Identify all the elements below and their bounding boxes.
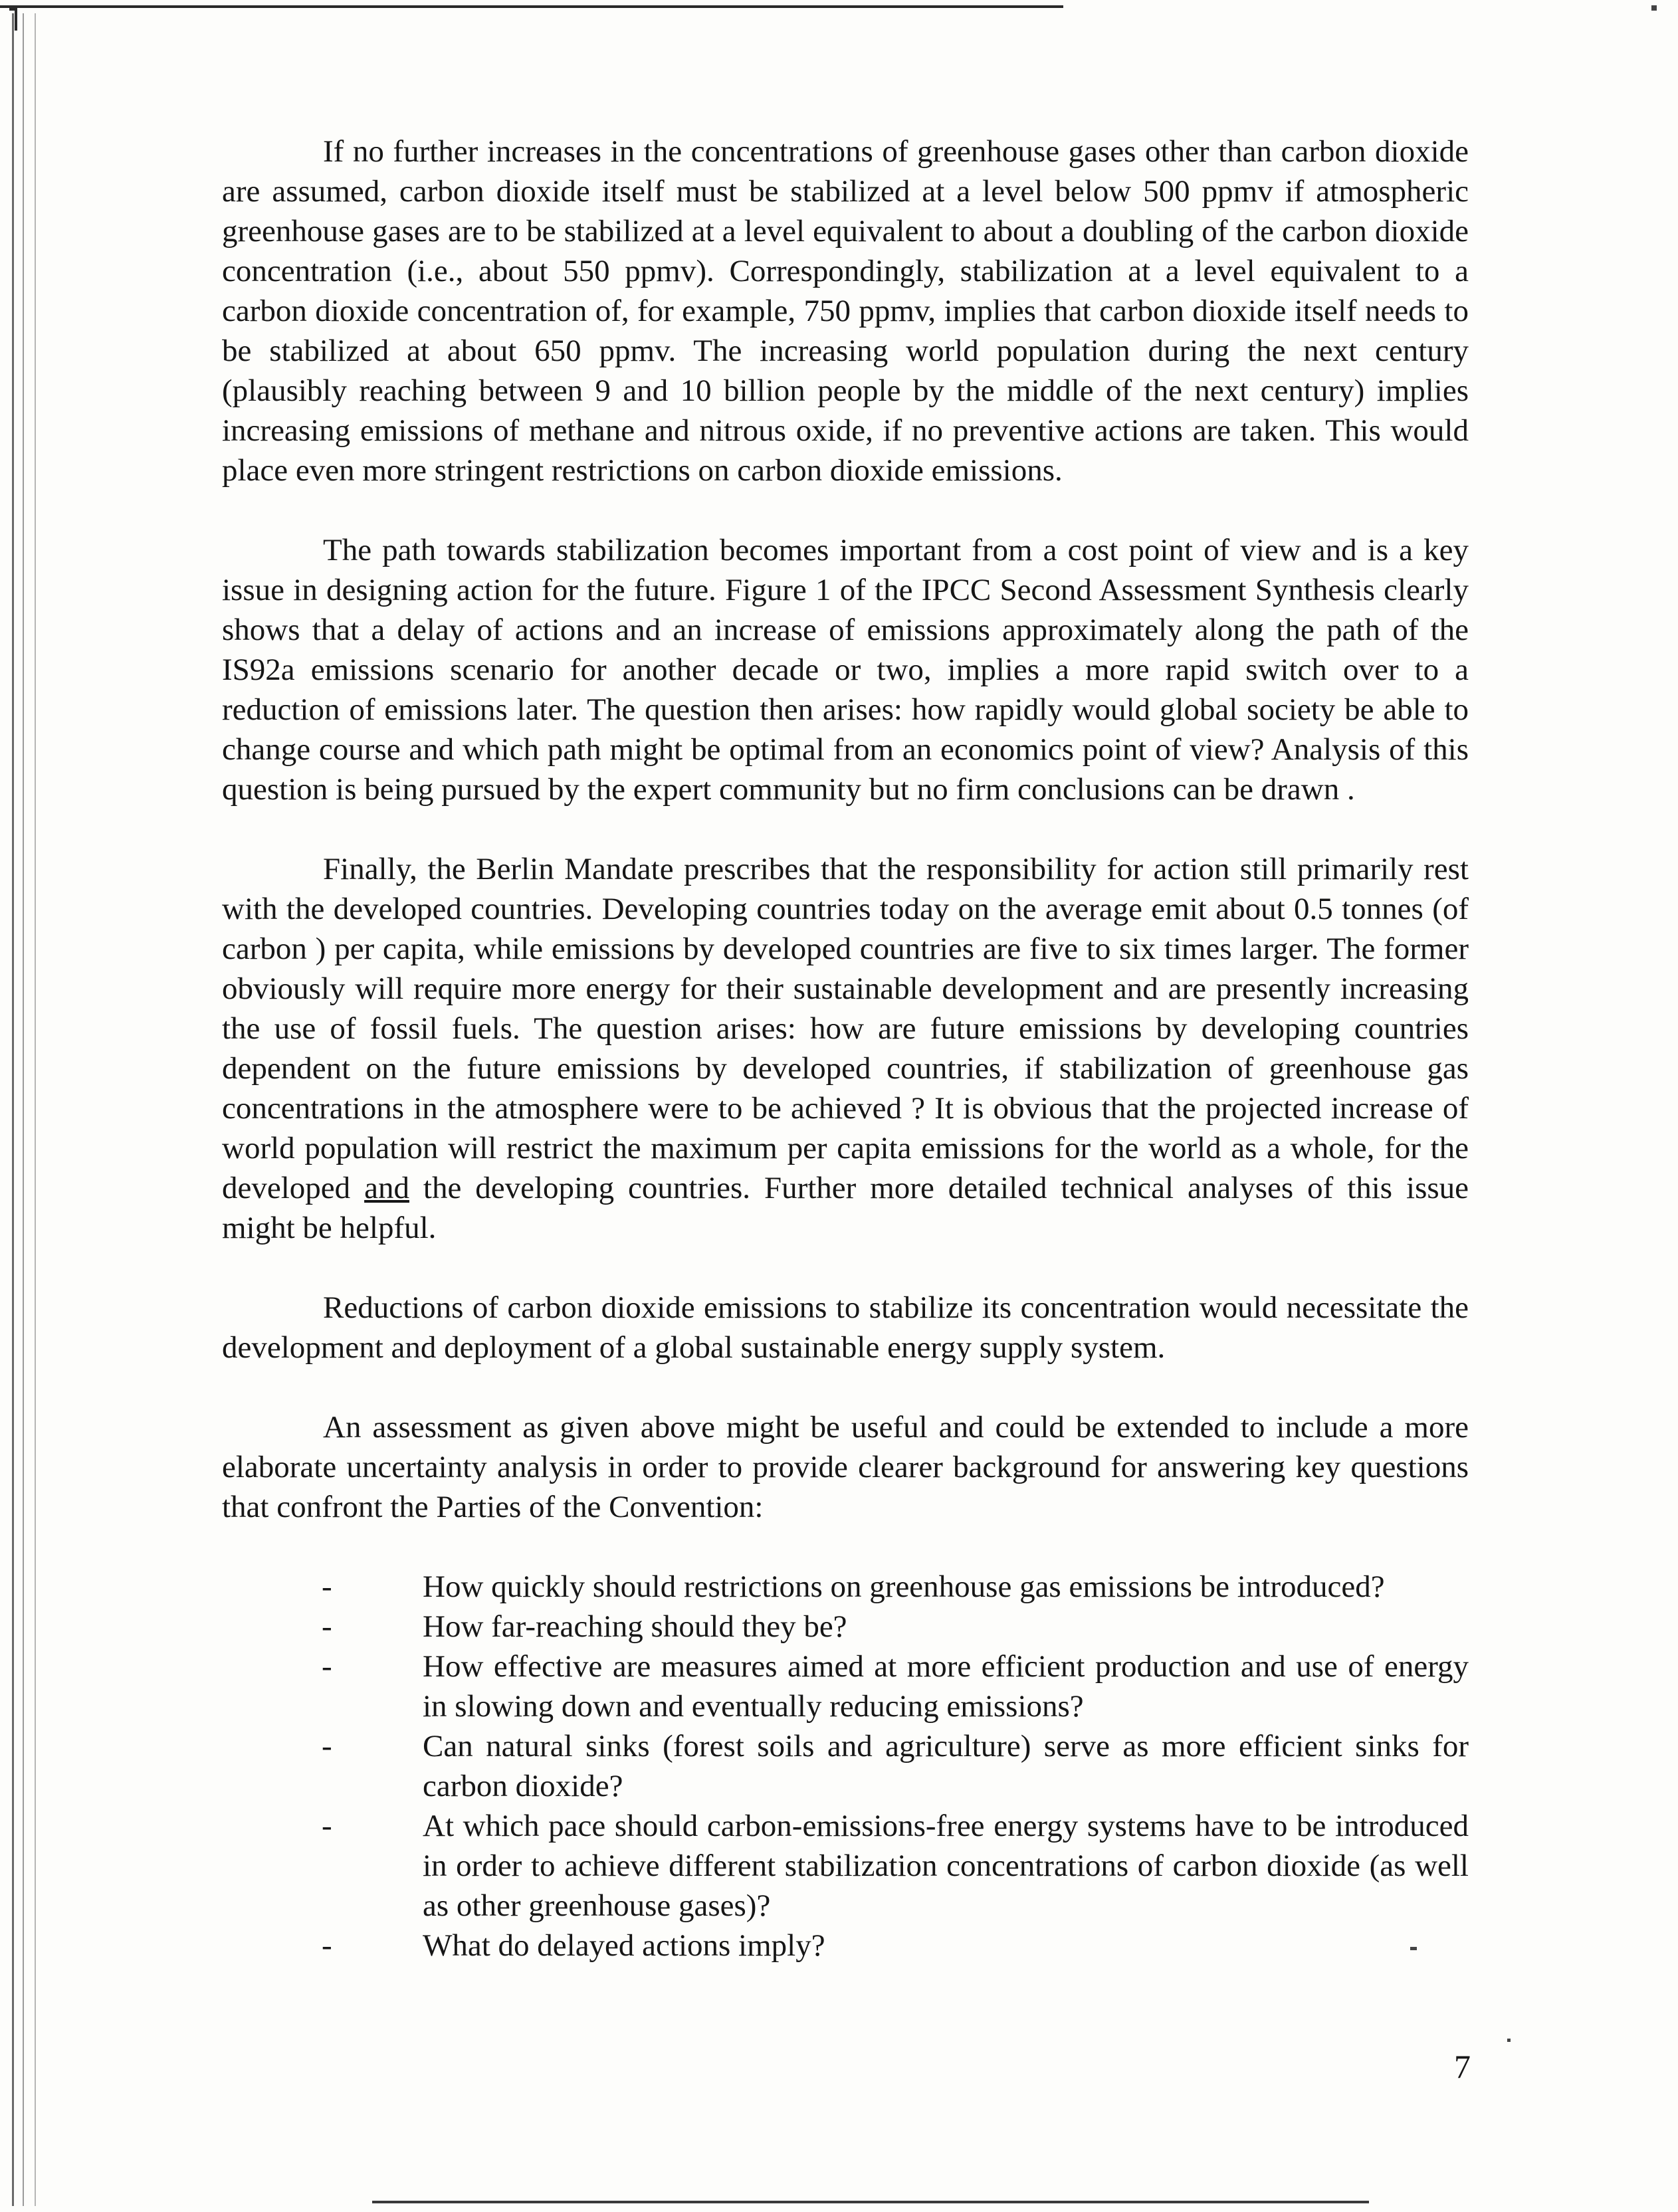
bullet-dash: -: [322, 1729, 332, 1763]
list-item-text: Can natural sinks (forest soils and agriculture) serve as more efficient sinks for carbon dioxide?: [423, 1729, 1469, 1803]
underlined-word: and: [364, 1171, 409, 1205]
bullet-dash: -: [322, 1809, 332, 1843]
scan-binding-edge: [12, 13, 14, 2206]
scan-binding-edge: [35, 13, 36, 2206]
list-item: [222, 1926, 1469, 1965]
paragraph-stabilization-path: The path towards stabilization becomes important from a cost point of view and is a key issue in designing action for the future. Figure 1 of the IPCC Second Assessment Synthesis clearly shows that a delay of actions and an increase of emissions approximately along the path of the IS92a emissions scenario for another decade or two, implies a more rapid switch over to a reduction of emissions later. The question then arises: how rapidly would global society be able to change course and which path might be optimal from an economics point of view? Analysis of this question is being pursued by the expert community but no firm conclusions can be drawn .: [222, 533, 1469, 807]
list-item: [222, 1806, 1469, 1926]
paragraph-berlin-mandate-text: Finally, the Berlin Mandate prescribes that the responsibility for action still primarily rest with the developed countries. Developing countries today on the average emit about 0.5 tonnes (of carbon ) per capita, while emissions by developed countries are five to six times larger. The former obviously will require more energy for their sustainable development and are presently increasing the use of fossil fuels. The question arises: how are future emissions by developing countries dependent on the future emissions by developed countries, if stabilization of greenhouse gas concentrations in the atmosphere were to be achieved ? It is obvious that the projected increase of world population will restrict the maximum per capita emissions for the world as a whole, for the developed: [222, 852, 1469, 1205]
list-item: [222, 1607, 1469, 1647]
list-item-text: How far-reaching should they be?: [423, 1609, 847, 1644]
scan-bottom-border: [372, 2201, 1369, 2203]
document-body: [222, 132, 1469, 1965]
list-item: [222, 1726, 1469, 1806]
list-item: [222, 1567, 1469, 1607]
paragraph-emission-reductions: Reductions of carbon dioxide emissions to stabilize its concentration would necessitate the development and deployment of a global sustainable energy supply system.: [222, 1290, 1469, 1365]
bullet-dash: -: [322, 1569, 332, 1604]
scan-speck: [1651, 5, 1657, 11]
scan-binding-edge: [23, 13, 24, 2206]
page-number: 7: [1454, 2048, 1471, 2085]
list-item: [222, 1647, 1469, 1726]
key-questions-list: [222, 1567, 1469, 1965]
list-item-text: At which pace should carbon-emissions-free energy systems have to be introduced in order to achieve different stabilization concentrations of carbon dioxide (as well as other greenhouse gases)?: [423, 1809, 1469, 1923]
scan-speck: [1507, 2039, 1511, 2042]
bullet-dash: -: [322, 1649, 332, 1684]
paragraph-assessment: An assessment as given above might be useful and could be extended to include a more elaborate uncertainty analysis in order to provide clearer background for answering key questions that confront the Parties of the Convention:: [222, 1410, 1469, 1524]
paragraph-stabilization-levels: If no further increases in the concentrations of greenhouse gases other than carbon dioxide are assumed, carbon dioxide itself must be stabilized at a level below 500 ppmv if atmospheric greenhouse gases are to be stabilized at a level equivalent to about a doubling of the carbon dioxide concentration (i.e., about 550 ppmv). Correspondingly, stabilization at a level equivalent to a carbon dioxide concentration of, for example, 750 ppmv, implies that carbon dioxide itself needs to be stabilized at about 650 ppmv. The increasing world population during the next century (plausibly reaching between 9 and 10 billion people by the middle of the next century) implies increasing emissions of methane and nitrous oxide, if no preventive actions are taken. This would place even more stringent restrictions on carbon dioxide emissions.: [222, 134, 1469, 488]
scan-top-border: [0, 5, 1063, 8]
list-item-text: How quickly should restrictions on greenhouse gas emissions be introduced?: [423, 1569, 1385, 1604]
bullet-dash: -: [322, 1609, 332, 1644]
paragraph-berlin-mandate-tail: the developing countries. Further more detailed technical analyses of this issue might be helpful.: [222, 1171, 1469, 1245]
paragraph-berlin-mandate: [222, 849, 1469, 1248]
bullet-dash: -: [322, 1928, 332, 1963]
list-item-text: What do delayed actions imply?: [423, 1928, 825, 1963]
list-item-text: How effective are measures aimed at more efficient production and use of energy in slowing down and eventually reducing emissions?: [423, 1649, 1469, 1724]
